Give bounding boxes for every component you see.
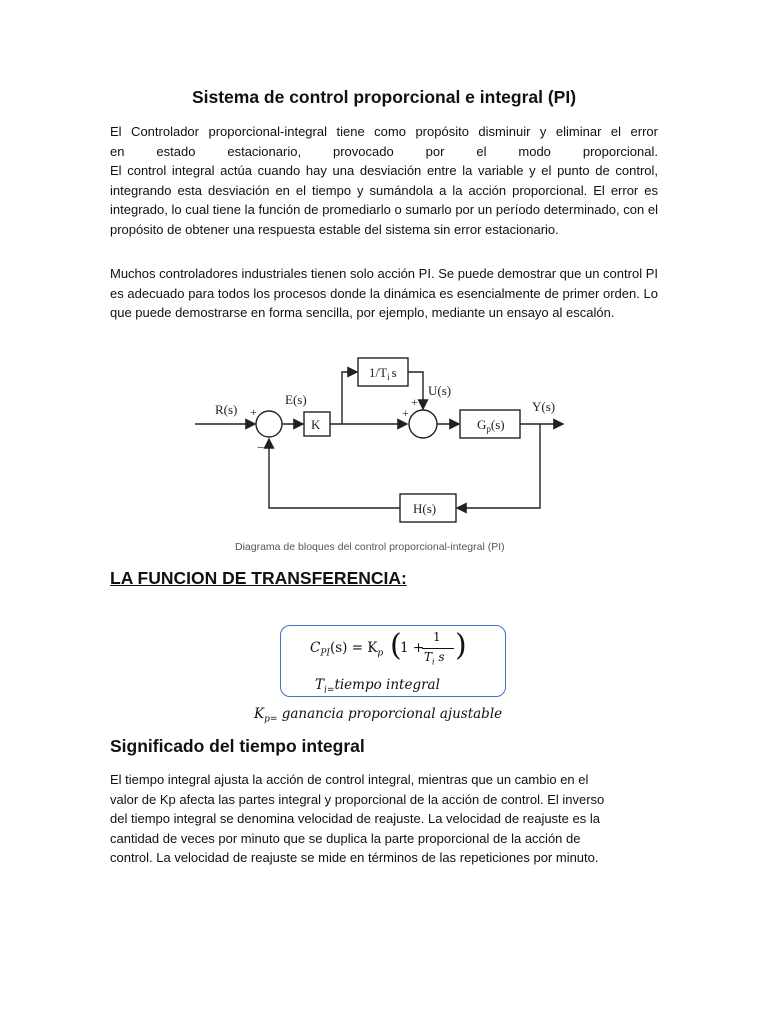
input-label: R(s) bbox=[215, 402, 238, 417]
page-title: Sistema de control proporcional e integral (PI) bbox=[191, 87, 577, 107]
plant-label: $G_p(s)$ bbox=[477, 417, 505, 434]
integral-block-label: $1/T_i$ s bbox=[369, 365, 397, 382]
diagram-caption: Diagrama de bloques del control proporcional-integral (PI) bbox=[235, 541, 505, 553]
minus-sign: − bbox=[257, 440, 265, 455]
fraction-numerator: 1 bbox=[433, 630, 441, 644]
output-label: Y(s) bbox=[532, 399, 556, 414]
transfer-formula-lhs: $C_{PI}(s) = K_p$ bbox=[310, 640, 384, 659]
second-paragraph bbox=[110, 264, 658, 323]
meaning-paragraph bbox=[110, 770, 658, 868]
intro-rest: El control integral actúa cuando hay una desviación entre la variable y el punto de control, integrando esta desviación en el tiempo y sumándola a la acción proporcional. El error es integrado, lo cual tiene la función de promediarlo o sumarlo por un período determinado, con el propósito de obtener una respuesta estable del sistema sin error estacionario. bbox=[110, 163, 658, 237]
paren-left: ( bbox=[390, 628, 402, 663]
intro-line-2: en estado estacionario, provocado por el modo proporcional. bbox=[110, 143, 658, 159]
feedback-label: H(s) bbox=[413, 501, 437, 516]
fraction-denominator: $T_i$ s bbox=[424, 650, 445, 667]
control-label: U(s) bbox=[428, 383, 452, 398]
fraction-bar bbox=[422, 648, 454, 649]
transfer-function-heading: LA FUNCION DE TRANSFERENCIA: bbox=[110, 568, 407, 588]
ti-definition: $T_{i=}tiempo$ integral bbox=[315, 677, 440, 696]
error-label: E(s) bbox=[285, 392, 307, 407]
gain-label: K bbox=[311, 417, 321, 432]
intro-line-1: El Controlador proporcional-integral tiene como propósito disminuir y eliminar el error bbox=[110, 124, 658, 139]
plus-sign-1: + bbox=[250, 405, 257, 419]
meaning-line-4: cantidad de veces por minuto que se duplica la parte proporcional de la acción de bbox=[110, 830, 581, 846]
meaning-heading: Significado del tiempo integral bbox=[110, 736, 365, 756]
meaning-line-5: control. La velocidad de reajuste se mide en términos de las repeticiones por minuto. bbox=[110, 850, 599, 865]
meaning-line-3: del tiempo integral se denomina velocidad de reajuste. La velocidad de reajuste es la bbox=[110, 811, 600, 826]
block-diagram bbox=[195, 348, 565, 558]
meaning-line-2: valor de Kp afecta las partes integral y proporcional de la acción de control. El inverso bbox=[110, 791, 605, 807]
second-paragraph-text: Muchos controladores industriales tienen solo acción PI. Se puede demostrar que un control PI es adecuado para todos los procesos donde la dinámica es esencialmente de primer orden. Lo que puede demostrarse en forma sencilla, por ejemplo, mediante un ensayo al escalón. bbox=[110, 266, 658, 320]
intro-paragraph bbox=[110, 122, 658, 239]
formula-one-plus: 1 + bbox=[400, 640, 425, 656]
meaning-line-1: El tiempo integral ajusta la acción de control integral, mientras que un cambio en el bbox=[110, 772, 589, 787]
kp-definition: $K_{p=}$ ganancia proporcional ajustable bbox=[254, 706, 503, 725]
paren-right: ) bbox=[455, 628, 467, 663]
plus-sign-2: + bbox=[411, 395, 418, 409]
plus-sign-3: + bbox=[402, 406, 409, 420]
